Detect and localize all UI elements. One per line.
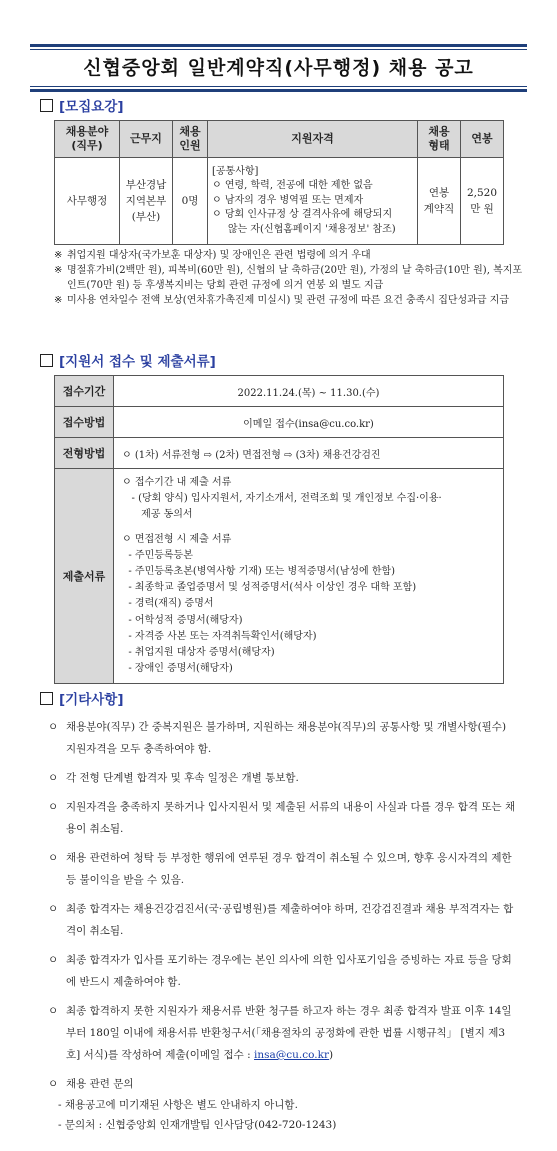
note-text: 미사용 연차일수 전액 보상(연차휴가촉진제 미실시) 및 관련 규정에 따른 요건 충족시 집단성과급 지급	[67, 295, 510, 306]
contact-line: - 채용공고에 미기재된 사항은 별도 안내하지 아니함.	[58, 1099, 298, 1111]
table-row	[55, 438, 504, 469]
cell-location: 부산경남 지역본부 (부산)	[120, 158, 173, 245]
bullet-mark: ㅇ	[48, 1078, 59, 1090]
doc-line: ㅇ 접수기간 내 제출 서류	[122, 477, 232, 488]
email-link[interactable]: insa@cu.co.kr	[254, 1049, 330, 1061]
item-text: 최종 합격하지 못한 지원자가 채용서류 반환 청구를 하고자 하는 경우 최종 합격자 발표 이후 14일부터 180일 이내에 채용서류 반환청구서(「채용절차의 공정화에 관한 법률 시행규칙」 [별지 제3호] 서식)를 작성하여 제출(이메일 접수 :	[66, 1005, 512, 1061]
other-items-list	[48, 716, 518, 1135]
list-item	[48, 898, 518, 942]
bullet-mark: ㅇ	[48, 903, 59, 915]
doc-line: - 어학성적 증명서(해당자)	[122, 614, 243, 626]
list-item	[48, 847, 518, 891]
section-application-heading	[40, 350, 216, 370]
note-item	[54, 293, 524, 308]
bullet-mark: ㅇ	[48, 1005, 59, 1017]
doc-line: - 자격증 사본 또는 자격취득확인서(해당자)	[122, 630, 317, 642]
table-row	[55, 407, 504, 438]
row-label-process: 전형방법	[55, 438, 114, 469]
row-value-period: 2022.11.24.(목) ~ 11.30.(수)	[114, 376, 504, 407]
list-item	[48, 1000, 518, 1066]
note-mark: ※	[54, 250, 63, 261]
section-application-heading-text: [지원서 접수 및 제출서류]	[59, 354, 216, 370]
cell-qualification	[208, 158, 418, 245]
item-text: 최종 합격자는 채용건강검진서(국·공립병원)를 제출하여야 하며, 건강검진결과 채용 부적격자는 합격이 취소됨.	[66, 903, 514, 937]
doc-line: - 최종학교 졸업증명서 및 성적증명서(석사 이상인 경우 대학 포함)	[122, 582, 417, 594]
checkbox-square-icon	[40, 99, 53, 112]
bullet-mark: ㅇ	[48, 954, 59, 966]
doc-spacer	[122, 524, 495, 532]
qual-title: [공통사항]	[212, 165, 259, 177]
section-other-heading-text: [기타사항]	[59, 692, 124, 708]
item-text-with-link: 최종 합격하지 못한 지원자가 채용서류 반환 청구를 하고자 하는 경우 최종 합격자 발표 이후 14일부터 180일 이내에 채용서류 반환청구서(「채용절차의 공정화에 관한 법률 시행규칙」 [별지 제3호] 서식)를 작성하여 제출(이메일 접수 : insa@cu.co.kr)	[66, 1005, 512, 1061]
doc-line: - (당회 양식) 입사지원서, 자기소개서, 전력조회 및 개인정보 수집·이용·	[122, 493, 442, 505]
section-recruitment-heading	[40, 95, 124, 115]
bullet-mark: ㅇ	[48, 852, 59, 864]
doc-line: ㅇ 면접전형 시 제출 서류	[122, 533, 232, 545]
note-item	[54, 263, 524, 293]
title-rule-top	[30, 44, 527, 47]
row-label-period: 접수기간	[55, 376, 114, 407]
row-label-method: 접수방법	[55, 407, 114, 438]
header-field: 채용분야 (직무)	[55, 121, 120, 158]
application-table	[54, 375, 504, 684]
section-recruitment-heading-text: [모집요강]	[59, 99, 124, 115]
note-text: 취업지원 대상자(국가보훈 대상자) 및 장애인은 관련 법령에 의거 우대	[67, 250, 371, 261]
title-rule-bottom-thin	[30, 86, 527, 87]
recruitment-notes	[54, 248, 524, 308]
header-location: 근무지	[120, 121, 173, 158]
recruitment-table	[54, 120, 504, 245]
item-text: 채용분야(직무) 간 중복지원은 불가하며, 지원하는 채용분야(직무)의 공통사항 및 개별사항(필수) 지원자격을 모두 충족하여야 함.	[66, 721, 507, 755]
row-label-documents: 제출서류	[55, 469, 114, 684]
qual-item: ㅇ 당회 인사규정 상 결격사유에 해당되지	[212, 209, 393, 221]
doc-line: - 취업지원 대상자 증명서(해당자)	[122, 647, 275, 659]
row-value-method: 이메일 접수(insa@cu.co.kr)	[114, 407, 504, 438]
qual-item: ㅇ 남자의 경우 병역필 또는 면제자	[212, 194, 364, 206]
list-item	[48, 796, 518, 840]
header-count: 채용 인원	[173, 121, 208, 158]
checkbox-square-icon	[40, 692, 53, 705]
documents-list	[114, 469, 504, 684]
header-employment-type: 채용 형태	[418, 121, 461, 158]
section-other-heading	[40, 688, 124, 708]
list-item	[48, 716, 518, 760]
title-banner	[30, 44, 527, 92]
bullet-mark: ㅇ	[48, 772, 59, 784]
item-text: 각 전형 단계별 합격자 및 후속 일정은 개별 통보함.	[66, 772, 299, 784]
cell-salary: 2,520 만 원	[461, 158, 504, 245]
page-title: 신협중앙회 일반계약직(사무행정) 채용 공고	[83, 57, 474, 79]
checkbox-square-icon	[40, 354, 53, 367]
doc-line: - 경력(재직) 증명서	[122, 598, 214, 610]
note-mark: ※	[54, 295, 63, 306]
title-rule-bottom	[30, 89, 527, 92]
qual-item: ㅇ 연령, 학력, 전공에 대한 제한 없음	[212, 180, 373, 192]
item-text: 채용 관련하여 청탁 등 부정한 행위에 연루된 경우 합격이 취소될 수 있으며, 향후 응시자격의 제한 등 불이익을 받을 수 있음.	[66, 852, 512, 886]
list-item	[48, 949, 518, 993]
item-text: 최종 합격자가 입사를 포기하는 경우에는 본인 의사에 의한 입사포기임을 증빙하는 자료 등을 당회에 반드시 제출하여야 함.	[66, 954, 512, 988]
qual-item: 않는 자(신협홈페이지 '채용정보' 참조)	[212, 223, 396, 235]
bullet-mark: ㅇ	[48, 801, 59, 813]
bullet-mark: ㅇ	[48, 721, 59, 733]
doc-line: - 주민등록등본	[122, 549, 193, 561]
recruitment-table-header	[55, 121, 504, 158]
note-item	[54, 248, 524, 263]
table-row	[55, 376, 504, 407]
doc-line: 제공 동의서	[122, 509, 193, 521]
table-row	[55, 469, 504, 684]
list-item	[48, 767, 518, 789]
note-text: 명절휴가비(2백만 원), 피복비(60만 원), 신협의 날 축하금(20만 원), 가정의 날 축하금(10만 원), 복지포인트(70만 원) 등 후생복지비는 당회 관련 규정에 의거 연봉 외 별도 지급	[67, 265, 523, 291]
cell-employment-type: 연봉 계약직	[418, 158, 461, 245]
note-mark: ※	[54, 265, 63, 276]
contact-title: 채용 관련 문의	[66, 1078, 134, 1090]
contact-line: - 문의처 : 신협중앙회 인재개발팀 인사담당(042-720-1243)	[58, 1119, 337, 1131]
header-qualification: 지원자격	[208, 121, 418, 158]
list-item	[48, 1073, 518, 1095]
header-salary: 연봉	[461, 121, 504, 158]
cell-field: 사무행정	[55, 158, 120, 245]
cell-count: 0명	[173, 158, 208, 245]
doc-line: - 장애인 증명서(해당자)	[122, 663, 233, 675]
doc-line: - 주민등록초본(병역사항 기재) 또는 병적증명서(남성에 한함)	[122, 566, 396, 578]
item-text: 지원자격을 충족하지 못하거나 입사지원서 및 제출된 서류의 내용이 사실과 다를 경우 합격 또는 채용이 취소됨.	[66, 801, 516, 835]
table-row	[55, 158, 504, 245]
row-value-process: ㅇ (1차) 서류전형 ⇨ (2차) 면접전형 ⇨ (3차) 채용건강검진	[114, 438, 504, 469]
